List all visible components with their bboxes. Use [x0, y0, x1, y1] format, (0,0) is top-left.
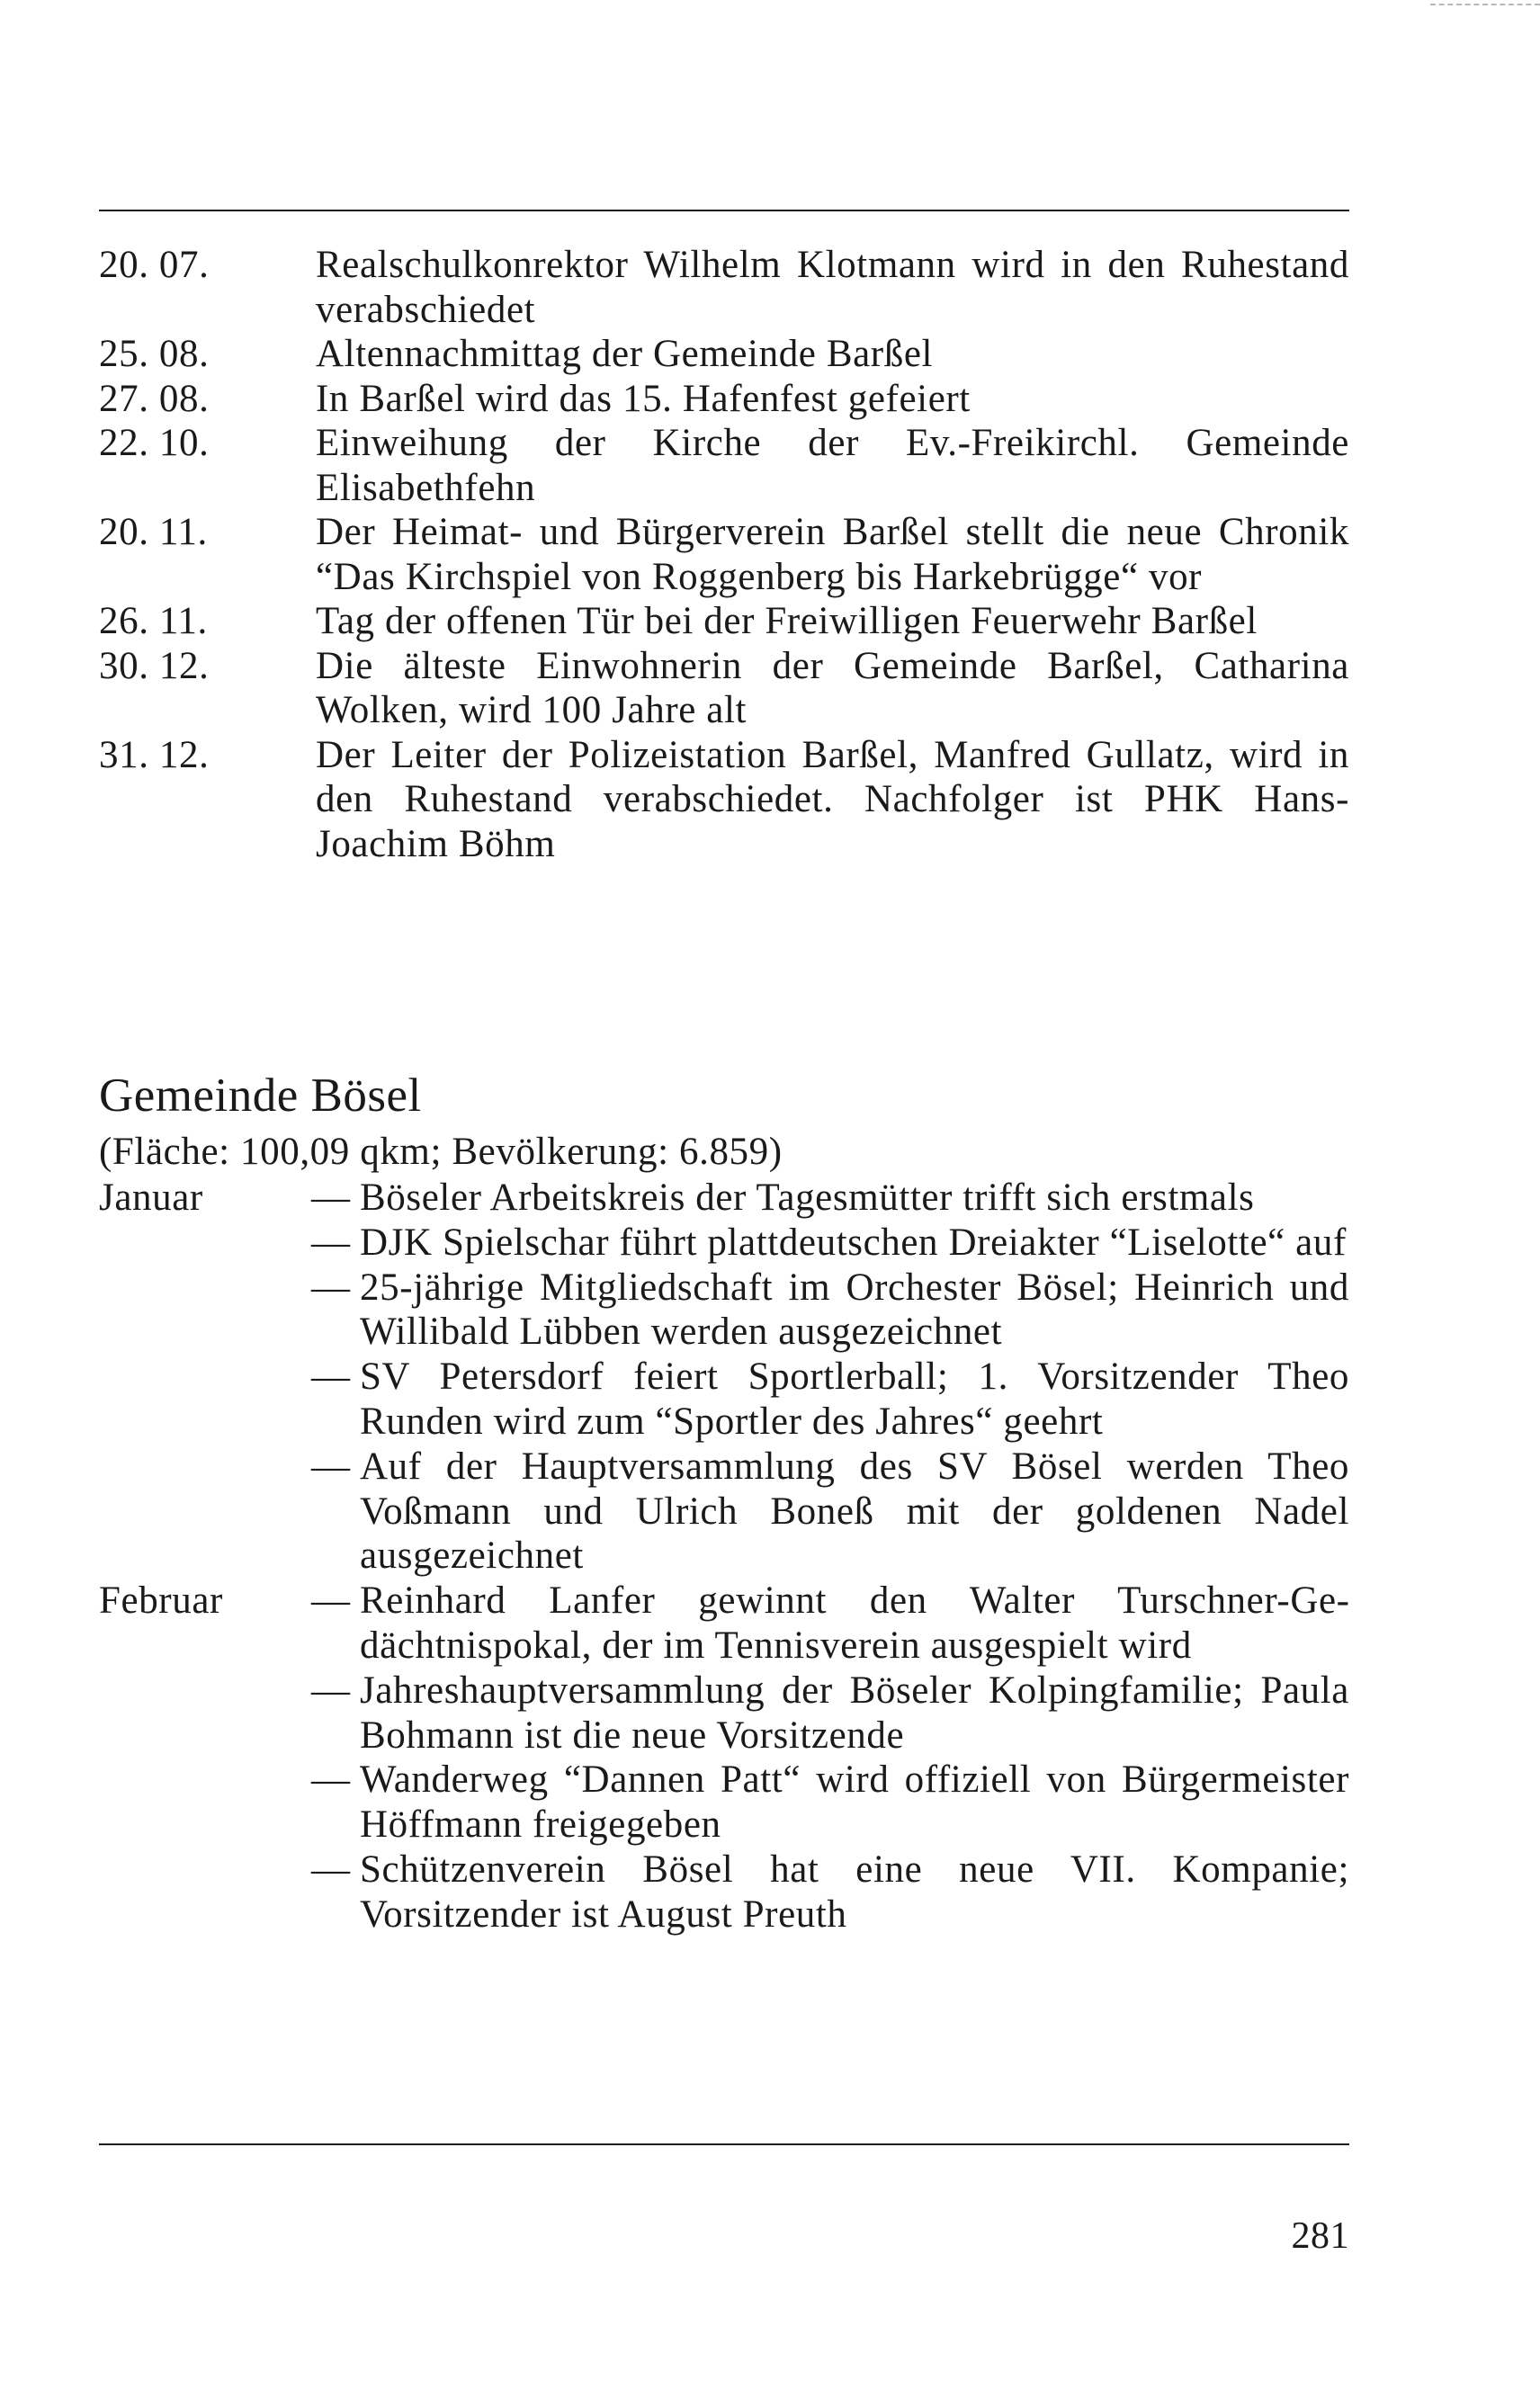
- bottom-rule: [99, 2143, 1349, 2145]
- entry-date: 25. 08.: [99, 333, 210, 375]
- entry-date: 31. 12.: [99, 733, 210, 776]
- entry-text: Altennachmittag der Gemeinde Barßel: [316, 333, 934, 375]
- dash-marker: —: [311, 1669, 351, 1712]
- top-rule: [99, 210, 1349, 211]
- month-items: [311, 1176, 1349, 1579]
- entry-text: Der Heimat- und Bürgerverein Barßel stellt die neue Chronik “Das Kirchspiel von Roggenberg bis Harkebrügge“ vor: [316, 511, 1349, 598]
- list-item: [311, 1445, 1349, 1579]
- dash-marker: —: [311, 1177, 351, 1219]
- list-item: [311, 1221, 1349, 1266]
- item-text: Wanderweg “Dannen Patt“ wird offiziell von Bürgermeister Höffmann freigegeben: [360, 1758, 1349, 1847]
- item-text: Jahreshauptversammlung der Böseler Kolpingfamilie; Paula Bohmann ist die neue Vorsitzende: [360, 1669, 1349, 1757]
- item-text: SV Petersdorf feiert Sportlerball; 1. Vorsitzender Theo Runden wird zum “Sportler des Jahres“ geehrt: [360, 1356, 1349, 1443]
- chronicle-entry: [99, 733, 1349, 867]
- month-name: Januar: [99, 1177, 203, 1219]
- barssel-chronicle-list: [99, 243, 1349, 866]
- section-subtitle: (Fläche: 100,09 qkm; Bevölkerung: 6.859): [99, 1131, 783, 1173]
- list-item: [311, 1848, 1349, 1937]
- month-items: [311, 1579, 1349, 1937]
- section-title: Gemeinde Bösel: [99, 1069, 422, 1122]
- entry-date: 27. 08.: [99, 377, 210, 420]
- chronicle-entry: [99, 510, 1349, 599]
- dash-marker: —: [311, 1758, 351, 1802]
- item-text: DJK Spielschar führt plattdeutschen Dreiakter “Liselotte“ auf: [360, 1221, 1347, 1264]
- list-item: [311, 1669, 1349, 1758]
- list-item: [311, 1579, 1349, 1669]
- entry-date: 26. 11.: [99, 600, 208, 642]
- entry-text: In Barßel wird das 15. Hafenfest gefeiert: [316, 377, 971, 420]
- boesel-month-list: [99, 1176, 1349, 1937]
- entry-text: Tag der offenen Tür bei der Freiwilligen Feuerwehr Barßel: [316, 600, 1258, 642]
- entry-text: Realschulkonrektor Wilhelm Klotmann wird in den Ruhestand verabschiedet: [316, 244, 1349, 331]
- dash-marker: —: [311, 1356, 351, 1399]
- month-name: Februar: [99, 1579, 223, 1623]
- chronicle-entry: [99, 243, 1349, 332]
- dash-marker: —: [311, 1579, 351, 1623]
- dash-marker: —: [311, 1445, 351, 1488]
- dash-marker: —: [311, 1266, 351, 1309]
- month-block-februar: [99, 1579, 1349, 1937]
- page-number: 281: [1291, 2215, 1349, 2257]
- dash-marker: —: [311, 1221, 351, 1264]
- entry-text: Die älteste Einwohnerin der Gemeinde Barßel, Catharina Wolken, wird 100 Jahre alt: [316, 644, 1349, 731]
- month-block-januar: [99, 1176, 1349, 1579]
- list-item: [311, 1266, 1349, 1356]
- entry-date: 20. 11.: [99, 511, 208, 553]
- list-item: [311, 1355, 1349, 1445]
- entry-text: Einweihung der Kirche der Ev.-Freikirchl. Gemeinde Elisabethfehn: [316, 422, 1349, 509]
- corner-scan-mark: [1430, 4, 1540, 9]
- entry-date: 20. 07.: [99, 244, 210, 286]
- entry-text: Der Leiter der Polizeistation Barßel, Manfred Gullatz, wird in den Ruhestand verabschiedet. Nachfolger ist PHK Hans-Joachim Böhm: [316, 733, 1349, 865]
- list-item: [311, 1176, 1349, 1221]
- entry-date: 30. 12.: [99, 644, 210, 687]
- item-text: Schützenverein Bösel hat eine neue VII. Kompanie; Vorsitzender ist August Preuth: [360, 1848, 1349, 1936]
- item-text: Auf der Hauptversammlung des SV Bösel werden Theo Voßmann und Ulrich Boneß mit der goldenen Nadel ausgezeichnet: [360, 1445, 1349, 1578]
- chronicle-entry: [99, 599, 1349, 644]
- item-text: 25-jährige Mitgliedschaft im Orchester Bösel; Heinrich und Willibald Lübben werden ausgezeichnet: [360, 1266, 1349, 1354]
- chronicle-entry: [99, 644, 1349, 733]
- chronicle-entry: [99, 377, 1349, 422]
- chronicle-entry: [99, 421, 1349, 510]
- list-item: [311, 1758, 1349, 1848]
- dash-marker: —: [311, 1848, 351, 1891]
- chronicle-entry: [99, 332, 1349, 377]
- item-text: Böseler Arbeitskreis der Tagesmütter trifft sich erstmals: [360, 1177, 1255, 1219]
- item-text: Reinhard Lanfer gewinnt den Walter Turschner-Gedächtnispokal, der im Tennisverein ausgespielt wird: [360, 1579, 1349, 1667]
- entry-date: 22. 10.: [99, 422, 210, 464]
